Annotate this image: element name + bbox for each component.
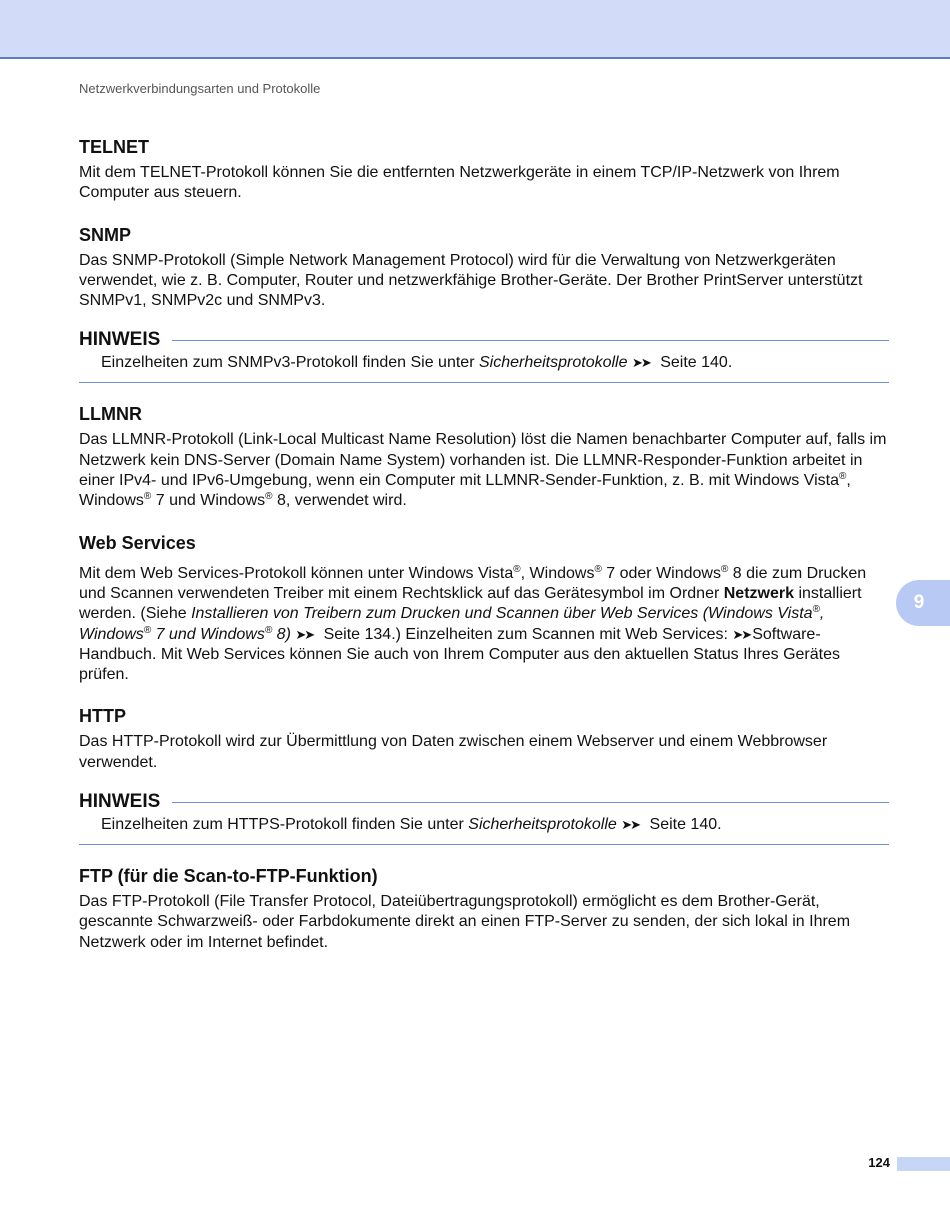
heading-http: HTTP — [79, 706, 126, 727]
registered-mark: ® — [265, 491, 273, 503]
paragraph-http: Das HTTP-Protokoll wird zur Übermittlung von Daten zwischen einem Webserver und einem Webbrowser verwendet. — [79, 733, 828, 771]
ws-text-2: , Windows — [520, 564, 595, 582]
ws-italic-2: , Windows — [79, 605, 825, 643]
ws-italic-3: 7 und Windows — [151, 625, 265, 643]
registered-mark: ® — [594, 563, 602, 575]
section-telnet — [79, 136, 889, 204]
note-page-ref[interactable]: Seite 140. — [660, 354, 733, 372]
llmnr-text-4: 8, verwendet wird. — [272, 492, 407, 510]
page-number: 124 — [868, 1155, 890, 1170]
top-header-bar — [0, 0, 950, 59]
paragraph-web-services — [79, 564, 889, 686]
note-header — [79, 791, 889, 813]
heading-snmp: SNMP — [79, 224, 132, 245]
note-text-before: Einzelheiten zum HTTPS-Protokoll finden Sie unter — [101, 816, 469, 834]
section-snmp — [79, 224, 889, 312]
note-bottom-rule — [79, 844, 889, 845]
note-title: HINWEIS — [79, 329, 161, 351]
registered-mark: ® — [143, 624, 152, 636]
heading-web-services: Web Services — [79, 532, 196, 553]
llmnr-text-3: 7 und Windows — [151, 492, 266, 510]
llmnr-text-1: Das LLMNR-Protokoll (Link-Local Multicast Name Resolution) löst die Namen benachbarter Computer auf, falls im Netzwerk kein DNS-Server (Domain Name System) vorhanden ist. Die LLMNR-Responder-Funktion arbeitet in einer IPv4- und IPv6-Umgebung, wenn ein Computer mit LLMNR-Sender-Funktion, z. B. mit Windows Vista — [79, 431, 887, 490]
registered-mark: ® — [143, 491, 152, 503]
paragraph-telnet: Mit dem TELNET-Protokoll können Sie die entfernten Netzwerkgeräte in einem TCP/IP-Netzwerk von Ihrem Computer aus steuern. — [79, 164, 840, 202]
registered-mark: ® — [264, 624, 273, 636]
note-page-ref[interactable]: Seite 140. — [649, 816, 722, 834]
note-rule — [172, 802, 889, 803]
ws-text-5: installiert werden. (Siehe — [79, 584, 862, 623]
heading-llmnr: LLMNR — [79, 404, 142, 425]
note-text — [101, 815, 889, 835]
llmnr-text-2: , Windows — [79, 472, 851, 510]
double-arrow-icon: ➤➤ — [295, 626, 314, 642]
ws-text-6: Seite 134.) Einzelheiten zum Scannen mit Web Services: — [323, 625, 733, 643]
double-arrow-icon: ➤➤ — [732, 626, 751, 642]
note-text — [101, 353, 889, 373]
paragraph-llmnr — [79, 430, 889, 511]
note-snmpv3 — [79, 329, 889, 383]
note-text-before: Einzelheiten zum SNMPv3-Protokoll finden Sie unter — [101, 354, 479, 372]
ws-text-7: Software-Handbuch. Mit Web Services können Sie auch von Ihrem Computer aus den aktuellen Status Ihres Gerätes prüfen. — [79, 625, 840, 684]
registered-mark: ® — [839, 471, 847, 483]
chapter-tab: 9 — [896, 580, 950, 626]
page-content — [79, 136, 889, 973]
note-title: HINWEIS — [79, 791, 161, 813]
ws-italic-4: 8) — [272, 625, 291, 643]
heading-telnet: TELNET — [79, 137, 149, 157]
registered-mark: ® — [720, 563, 729, 575]
heading-ftp: FTP (für die Scan-to-FTP-Funktion) — [79, 866, 378, 887]
registered-mark: ® — [812, 604, 820, 616]
section-web-services — [79, 532, 889, 686]
ws-italic-1: Installieren von Treibern zum Drucken und Scannen über Web Services (Windows Vista — [191, 605, 813, 623]
note-link-sicherheitsprotokolle[interactable]: Sicherheitsprotokolle — [478, 354, 628, 372]
double-arrow-icon: ➤➤ — [631, 355, 650, 371]
note-rule — [172, 340, 889, 341]
registered-mark: ® — [513, 563, 521, 575]
section-http — [79, 705, 889, 773]
note-bottom-rule — [79, 382, 889, 383]
paragraph-snmp: Das SNMP-Protokoll (Simple Network Management Protocol) wird für die Verwaltung von Netzwerkgeräten verwendet, wie z. B. Computer, Router und netzwerkfähige Brother-Geräte. Der Brother PrintServer unterstützt SNMPv1, SNMPv2c und SNMPv3. — [79, 251, 863, 310]
running-head: Netzwerkverbindungsarten und Protokolle — [79, 81, 321, 96]
note-https — [79, 791, 889, 845]
ws-folder-name: Netzwerk — [723, 584, 794, 602]
paragraph-ftp: Das FTP-Protokoll (File Transfer Protocol, Dateiübertragungsprotokoll) ermöglicht es dem Brother-Gerät, gescannte Schwarzweiß- oder Farbdokumente direkt an einen FTP-Server zu senden, der sich lokal in Ihrem Netzwerk oder im Internet befindet. — [79, 893, 851, 951]
ws-text-3: 7 oder Windows — [601, 564, 721, 582]
section-ftp — [79, 865, 889, 953]
ws-text-4: 8 die zum Drucken und Scannen verwendeten Treiber mit einem Rechtsklick auf das Gerätesymbol im Ordner — [79, 564, 867, 602]
page-number-bar — [897, 1157, 950, 1171]
note-header — [79, 329, 889, 351]
section-llmnr — [79, 403, 889, 511]
ws-text-1: Mit dem Web Services-Protokoll können unter Windows Vista — [79, 564, 514, 582]
double-arrow-icon: ➤➤ — [621, 817, 640, 833]
note-link-sicherheitsprotokolle[interactable]: Sicherheitsprotokolle — [468, 816, 617, 834]
